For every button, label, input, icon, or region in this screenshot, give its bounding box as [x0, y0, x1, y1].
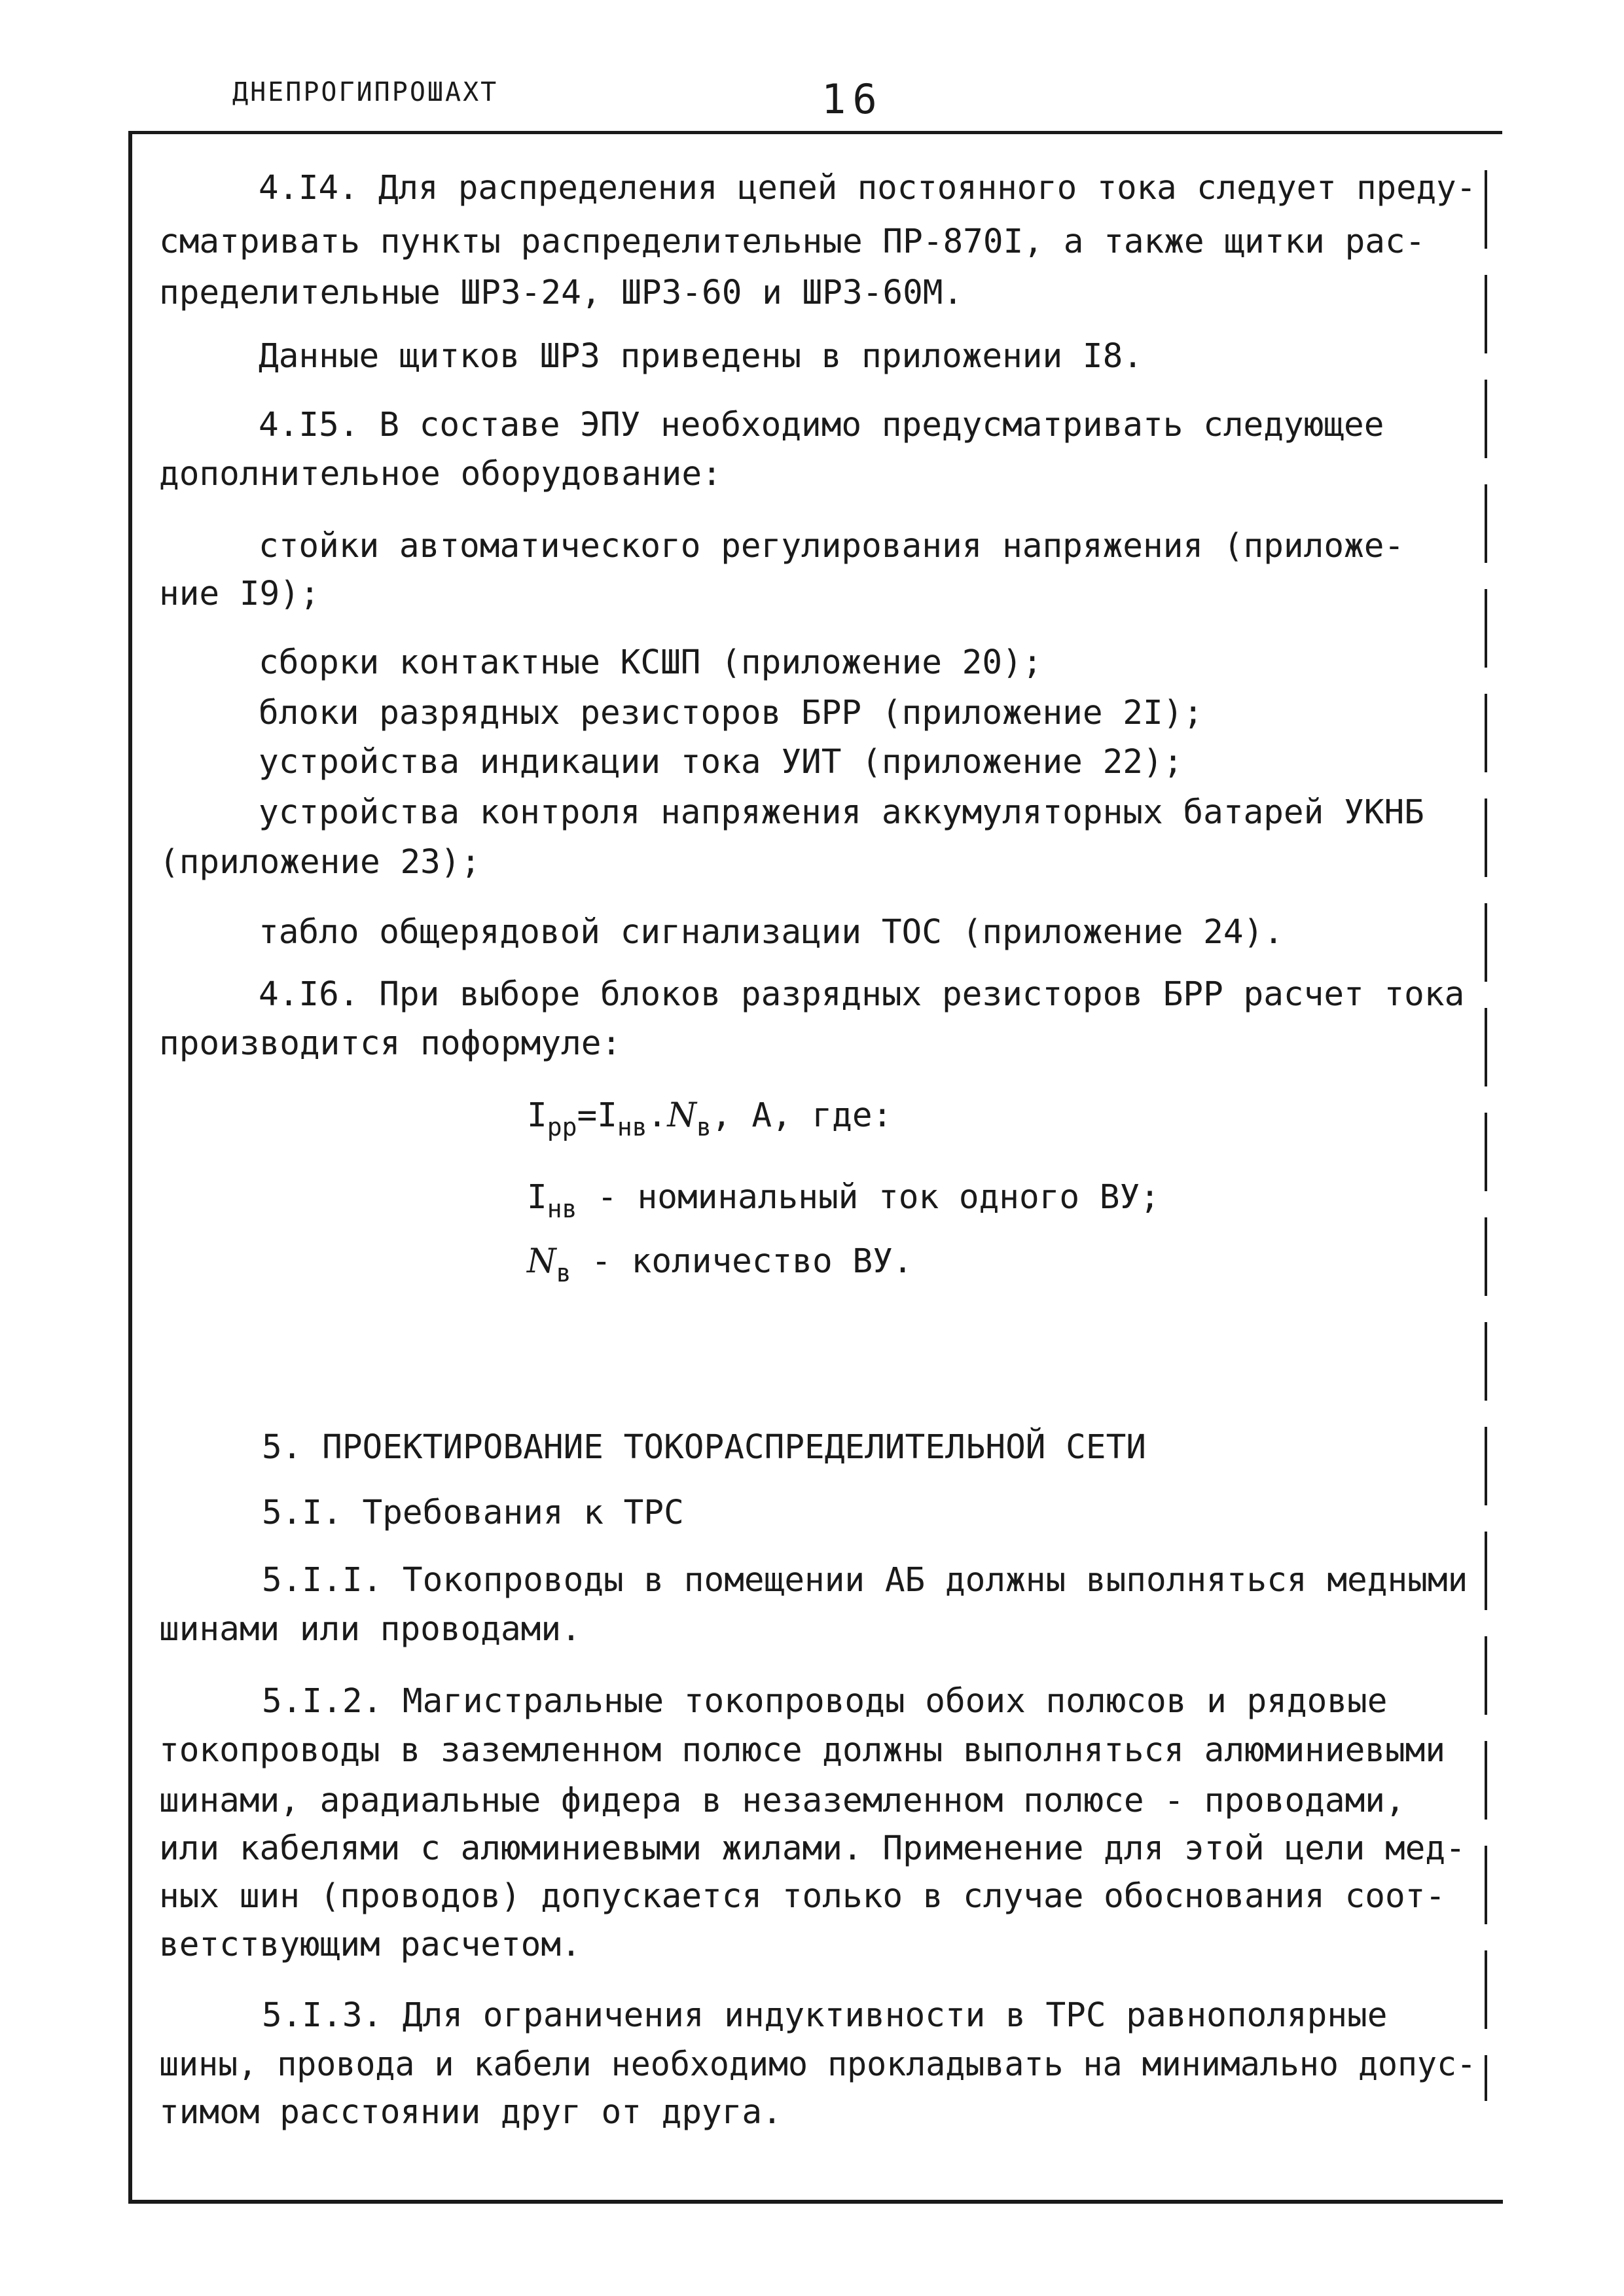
frame-bottom-border	[128, 2200, 1503, 2204]
text-line: 5.I.2. Магистральные токопроводы обоих полюсов и рядовые	[262, 1682, 1388, 1721]
text-line: шинами, арадиальные фидера в незаземленном полюсе - проводами,	[159, 1782, 1405, 1820]
formula-subscript: рр	[547, 1113, 577, 1141]
formula-subscript: нв	[547, 1194, 577, 1223]
list-item: (приложение 23);	[159, 843, 481, 882]
definition-text: - номинальный ток одного ВУ;	[577, 1178, 1160, 1217]
frame-left-border	[128, 131, 132, 2202]
text-line: шины, провода и кабели необходимо прокладывать на минимально допус-	[159, 2045, 1477, 2084]
paragraph-data: Данные щитков ШРЗ приведены в приложении I8.	[259, 337, 1144, 376]
formula-subscript: в	[556, 1259, 571, 1287]
text-line: 4.I4. Для распределения цепей постоянного тока следует преду-	[259, 169, 1477, 207]
formula-subscript: в	[696, 1113, 712, 1141]
text-line: дополнительное оборудование:	[159, 455, 722, 493]
text-line: 4.I6. При выборе блоков разрядных резисторов БРР расчет тока	[259, 975, 1465, 1014]
text-line: тимом расстоянии друг от друга.	[159, 2093, 782, 2132]
formula-symbol: I	[527, 1096, 547, 1135]
text-line: пределительные ШРЗ-24, ШРЗ-60 и ШРЗ-60М.	[159, 274, 964, 312]
formula-text: , А, где:	[711, 1096, 893, 1135]
list-item: табло общерядовой сигнализации ТОС (приложение 24).	[259, 913, 1284, 952]
list-item: блоки разрядных резисторов БРР (приложение 2I);	[259, 694, 1204, 732]
text-line: ных шин (проводов) допускается только в случае обоснования соот-	[159, 1877, 1446, 1916]
definition-text: - количество ВУ.	[571, 1242, 913, 1281]
frame-right-border	[1485, 170, 1487, 2101]
text-line: 5.I.3. Для ограничения индуктивности в ТРС равнополярные	[262, 1996, 1388, 2035]
header-organization: ДНЕПРОГИПРОШАХТ	[232, 77, 499, 107]
text-line: или кабелями с алюминиевыми жилами. Применение для этой цели мед-	[159, 1829, 1466, 1868]
text-line: 4.I5. В составе ЭПУ необходимо предусматривать следующее	[259, 406, 1384, 444]
formula-symbol: .	[647, 1096, 668, 1135]
list-item: стойки автоматического регулирования напряжения (приложе-	[259, 527, 1405, 565]
frame-top-border	[131, 131, 1502, 134]
list-item: устройства индикации тока УИТ (приложение 22);	[259, 743, 1183, 781]
text-line: шинами или проводами.	[159, 1610, 581, 1649]
section-title: 5. ПРОЕКТИРОВАНИЕ ТОКОРАСПРЕДЕЛИТЕЛЬНОЙ СЕТИ	[262, 1428, 1147, 1467]
text-line: производится поформуле:	[159, 1024, 622, 1063]
formula	[527, 1096, 893, 1141]
list-item: устройства контроля напряжения аккумуляторных батарей УКНБ	[259, 793, 1424, 832]
formula-symbol: N	[527, 1242, 556, 1281]
text-line: токопроводы в заземленном полюсе должны выполняться алюминиевыми	[159, 1731, 1446, 1770]
text-line: сматривать пункты распределительные ПР-870I, а также щитки рас-	[159, 223, 1426, 261]
subsection-title: 5.I. Требования к ТРС	[262, 1494, 684, 1532]
text-line: ветствующим расчетом.	[159, 1926, 581, 1964]
formula-definition-2	[527, 1242, 913, 1287]
page-number: 16	[821, 75, 884, 123]
formula-symbol: N	[667, 1096, 697, 1135]
formula-definition-1	[527, 1178, 1160, 1223]
list-item: сборки контактные КСШП (приложение 20);	[259, 643, 1043, 682]
text-line: 5.I.I. Токопроводы в помещении АБ должны выполняться медными	[262, 1561, 1468, 1600]
formula-symbol: I	[527, 1178, 547, 1217]
formula-symbol: =I	[577, 1096, 617, 1135]
list-item: ние I9);	[159, 575, 320, 613]
formula-subscript: нв	[617, 1113, 647, 1141]
